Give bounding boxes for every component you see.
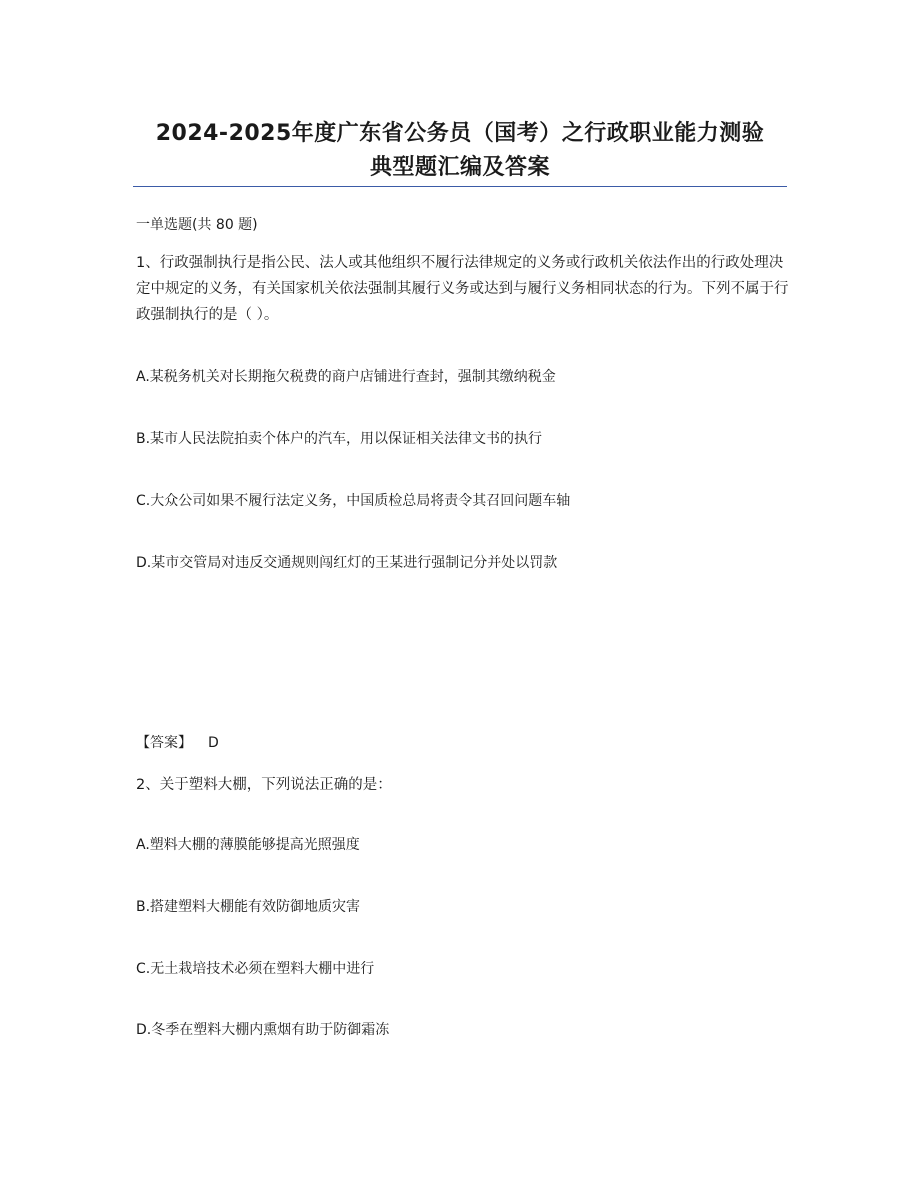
- question-2-option-c: C.无土栽培技术必须在塑料大棚中进行: [136, 961, 375, 977]
- question-1-stem: 1、行政强制执行是指公民、法人或其他组织不履行法律规定的义务或行政机关依法作出的行政处理决定中规定的义务，有关国家机关依法强制其履行义务或达到与履行义务相同状态的行为。下列不属于行政强制执行的是（ ）。: [136, 255, 789, 323]
- document-title-line-1: 2024-2025年度广东省公务员（国考）之行政职业能力测验: [155, 121, 765, 146]
- answer-value: D: [208, 735, 219, 751]
- document-title-line-2: 典型题汇编及答案: [369, 155, 550, 180]
- section-heading: 一单选题(共 80 题): [136, 217, 258, 233]
- question-2-stem: 2、关于塑料大棚，下列说法正确的是：: [136, 777, 392, 793]
- question-1-option-d: D.某市交管局对违反交通规则闯红灯的王某进行强制记分并处以罚款: [136, 555, 558, 571]
- title-divider: [133, 186, 787, 187]
- question-1-option-b: B.某市人民法院拍卖个体户的汽车，用以保证相关法律文书的执行: [136, 431, 543, 447]
- question-1-answer: [136, 732, 219, 752]
- question-2-option-d: D.冬季在塑料大棚内熏烟有助于防御霜冻: [136, 1022, 390, 1038]
- question-2-option-b: B.搭建塑料大棚能有效防御地质灾害: [136, 899, 361, 915]
- question-1-option-a: A.某税务机关对长期拖欠税费的商户店铺进行查封，强制其缴纳税金: [136, 369, 556, 385]
- answer-label: 【答案】: [136, 735, 192, 751]
- question-2-option-a: A.塑料大棚的薄膜能够提高光照强度: [136, 837, 360, 853]
- question-1-option-c: C.大众公司如果不履行法定义务，中国质检总局将责令其召回问题车轴: [136, 493, 571, 509]
